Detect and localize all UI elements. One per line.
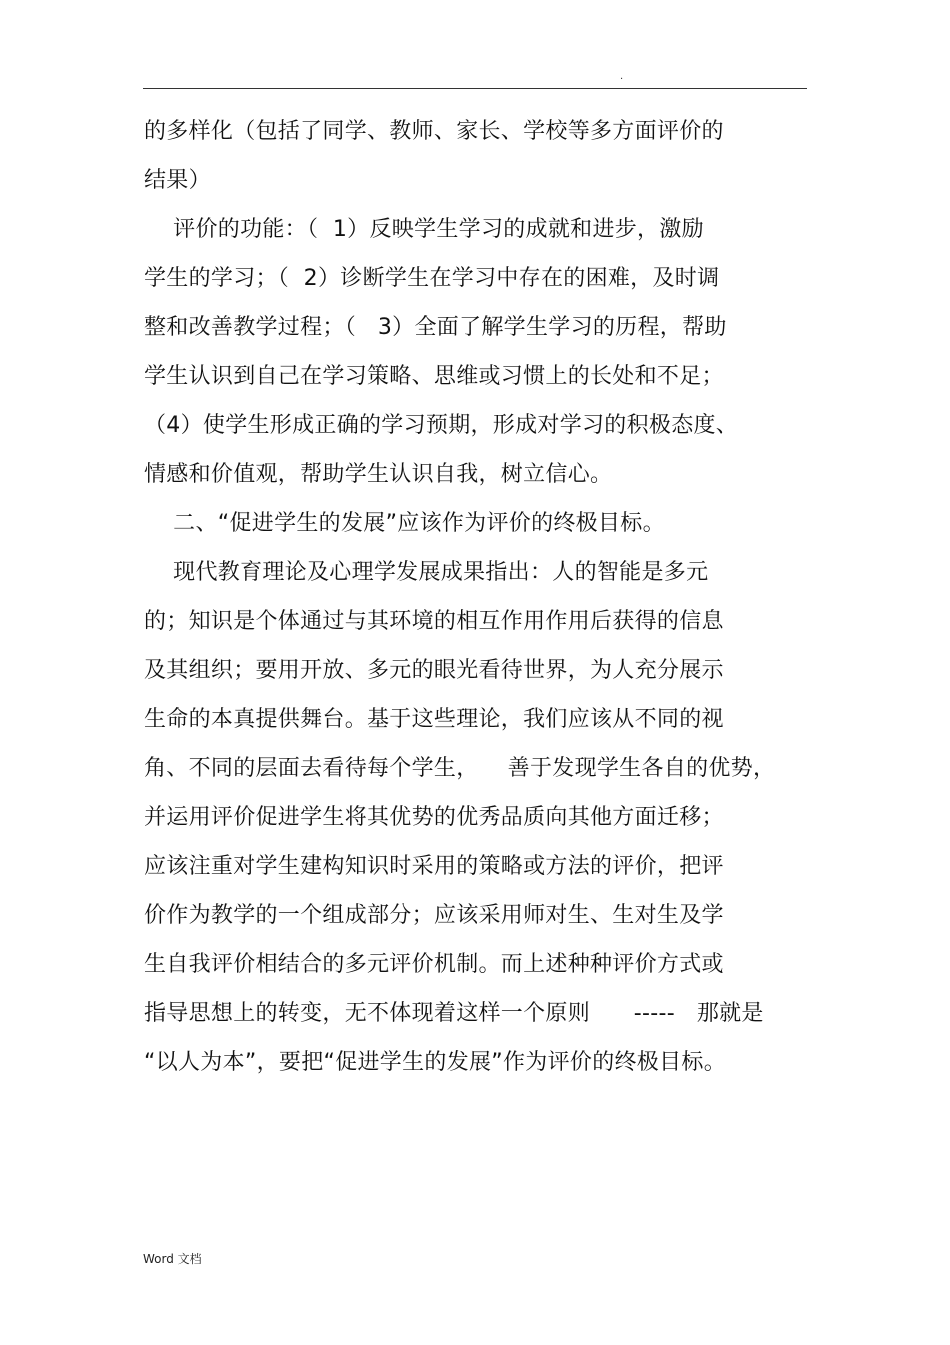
text-line: 学生的学习；（ 2）诊断学生在学习中存在的困难，及时调 <box>144 266 720 291</box>
text-line: 指导思想上的转变，无不体现着这样一个原则 ----- 那就是 <box>144 1001 764 1026</box>
text-line: 现代教育理论及心理学发展成果指出：人的智能是多元 <box>144 560 709 585</box>
text-line: 及其组织；要用开放、多元的眼光看待世界，为人充分展示 <box>144 658 724 683</box>
text-line: 角、不同的层面去看待每个学生， 善于发现学生各自的优势， <box>144 756 776 781</box>
text-line: （4）使学生形成正确的学习预期，形成对学习的积极态度、 <box>144 413 739 438</box>
text-line: “以人为本”，要把“促进学生的发展”作为评价的终极目标。 <box>144 1050 726 1075</box>
text-line: 情感和价值观，帮助学生认识自我，树立信心。 <box>144 462 613 487</box>
text-line: 学生认识到自己在学习策略、思维或习惯上的长处和不足； <box>144 364 724 389</box>
text-line: 生自我评价相结合的多元评价机制。而上述种种评价方式或 <box>144 952 724 977</box>
document-body <box>144 120 824 1100</box>
text-line: 应该注重对学生建构知识时采用的策略或方法的评价，把评 <box>144 854 724 879</box>
text-line: 价作为教学的一个组成部分；应该采用师对生、生对生及学 <box>144 903 724 928</box>
footer-label: Word 文档 <box>143 1252 202 1266</box>
text-line: 并运用评价促进学生将其优势的优秀品质向其他方面迁移； <box>144 805 724 830</box>
text-line: 整和改善教学过程；（ 3）全面了解学生学习的历程，帮助 <box>144 315 727 340</box>
text-line: 评价的功能：（ 1）反映学生学习的成就和进步，激励 <box>144 217 704 242</box>
header-rule <box>143 88 807 89</box>
text-line: 结果） <box>144 168 211 193</box>
section-heading: 二、“促进学生的发展”应该作为评价的终极目标。 <box>144 511 665 536</box>
text-line: 的；知识是个体通过与其环境的相互作用作用后获得的信息 <box>144 609 724 634</box>
text-line: 生命的本真提供舞台。基于这些理论，我们应该从不同的视 <box>144 707 724 732</box>
text-line: 的多样化（包括了同学、教师、家长、学校等多方面评价的 <box>144 119 724 144</box>
header-mark: . <box>620 71 624 82</box>
